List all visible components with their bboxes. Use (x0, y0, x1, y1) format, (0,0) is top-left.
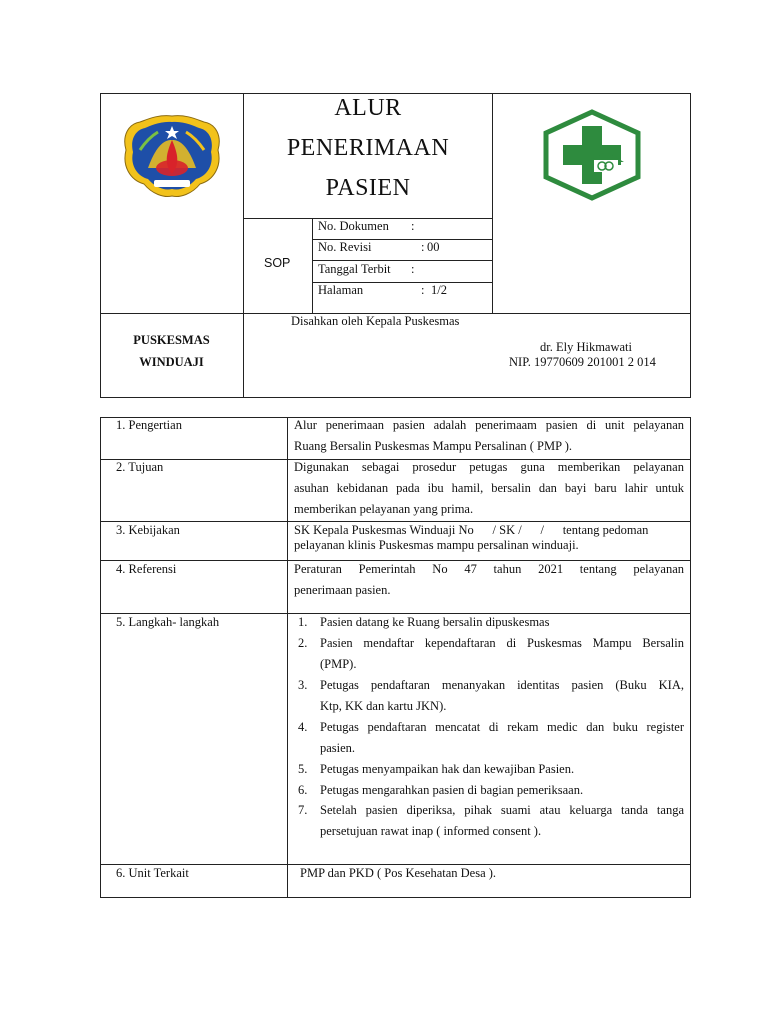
section-text-line: Ruang Bersalin Puskesmas Mampu Persalinan ( PMP ). (294, 439, 572, 453)
section-text-line: SK Kepala Puskesmas Winduaji No / SK / / tentang pedoman (294, 523, 649, 537)
meta-value-revision: 00 (427, 240, 440, 254)
title-line-3: PASIEN (325, 175, 411, 201)
step-text-line: pasien. (320, 741, 356, 755)
section-text-line: Peraturan Pemerintah No 47 tahun 2021 tentang pelayanan (294, 562, 684, 576)
approval-text: Disahkan oleh Kepala Puskesmas (291, 314, 460, 328)
title-line-2: PENERIMAAN (286, 135, 450, 161)
step-text-line: Pasien mendaftar kependaftaran di Puskesmas Mampu Bersalin (320, 636, 684, 650)
section-text-line: pelayanan klinis Puskesmas mampu persalinan winduaji. (294, 538, 579, 552)
step-text-line: Petugas pendaftaran menanyakan identitas pasien (Buku KIA, (320, 678, 684, 692)
institution-name-line-2: WINDUAJI (139, 355, 204, 369)
section-label: 5. Langkah- langkah (116, 615, 220, 629)
section-label: 3. Kebijakan (116, 523, 180, 537)
step-number: 4. (298, 720, 308, 734)
section-text-line: penerimaan pasien. (294, 583, 391, 597)
meta-sep-revision: : (421, 240, 425, 254)
meta-label-issue-date: Tanggal Terbit (318, 262, 391, 276)
step-text-line: persetujuan rawat inap ( informed consent ). (320, 824, 542, 838)
section-text-line: PMP dan PKD ( Pos Kesehatan Desa ). (300, 866, 497, 880)
section-label: 2. Tujuan (116, 460, 164, 474)
step-text-line: Petugas pendaftaran mencatat di rekam medic dan buku register (320, 720, 684, 734)
puskesmas-logo (538, 108, 646, 202)
section-text-line: asuhan kebidanan pada ibu hamil, bersalin dan bayi baru lahir untuk (294, 481, 684, 495)
signatory-name: dr. Ely Hikmawati (540, 340, 632, 354)
step-text-line: Petugas menyampaikan hak dan kewajiban Pasien. (320, 762, 575, 776)
meta-label-page: Halaman (318, 283, 364, 297)
step-number: 3. (298, 678, 308, 692)
step-text-line: Petugas mengarahkan pasien di bagian pemeriksaan. (320, 783, 584, 797)
step-number: 2. (298, 636, 308, 650)
document-title (244, 88, 492, 208)
step-text-line: Setelah pasien diperiksa, pihak suami atau keluarga tanda tanga (320, 803, 684, 817)
institution-name-line-1: PUSKESMAS (133, 333, 210, 347)
section-text-line: Alur penerimaan pasien adalah penerimaam pasien di unit pelayanan (294, 418, 684, 432)
section-label: 1. Pengertian (116, 418, 182, 432)
meta-label-revision: No. Revisi (318, 240, 372, 254)
step-text-line: Pasien datang ke Ruang bersalin dipuskesmas (320, 615, 550, 629)
step-text-line: (PMP). (320, 657, 357, 671)
step-number: 1. (298, 615, 308, 629)
step-number: 7. (298, 803, 308, 817)
title-line-1: ALUR (334, 95, 402, 121)
sop-label: SOP (264, 256, 291, 270)
meta-value-page: 1/2 (431, 283, 447, 297)
signatory-nip: NIP. 19770609 201001 2 014 (509, 355, 656, 369)
step-number: 6. (298, 783, 308, 797)
step-text-line: Ktp, KK dan kartu JKN). (320, 699, 447, 713)
section-text-line: Digunakan sebagai prosedur petugas guna memberikan pelayanan (294, 460, 684, 474)
section-label: 6. Unit Terkait (116, 866, 189, 880)
regency-logo (118, 110, 226, 200)
step-number: 5. (298, 762, 308, 776)
section-text-line: memberikan pelayanan yang prima. (294, 502, 474, 516)
meta-sep-issue-date: : (411, 262, 415, 276)
section-label: 4. Referensi (116, 562, 177, 576)
meta-sep-page: : (421, 283, 425, 297)
meta-sep-document-number: : (411, 219, 415, 233)
meta-label-document-number: No. Dokumen (318, 219, 389, 233)
